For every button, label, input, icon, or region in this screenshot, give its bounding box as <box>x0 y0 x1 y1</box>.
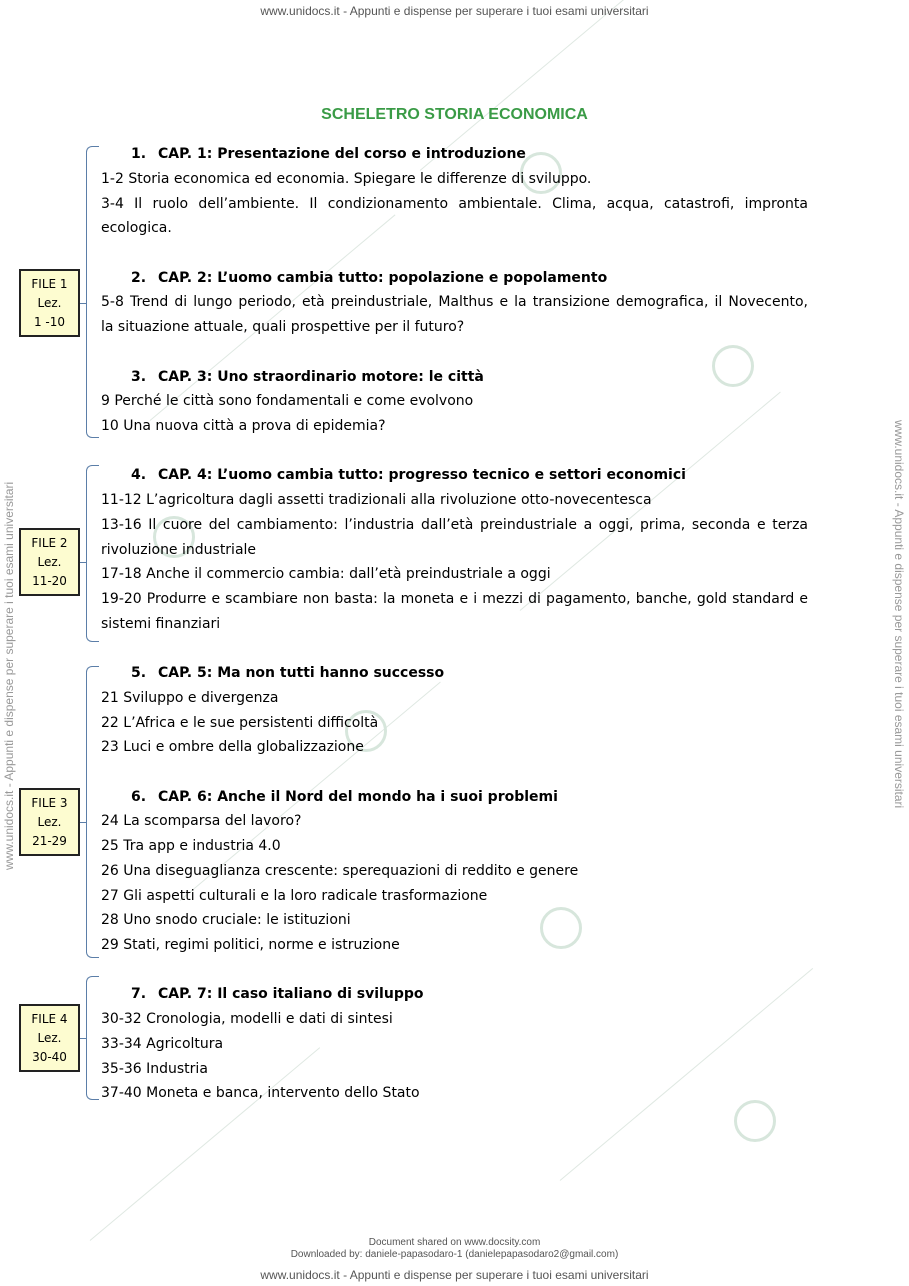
chapter-heading <box>131 985 423 1003</box>
chapter-title: CAP. 5: Ma non tutti hanno successo <box>158 665 445 681</box>
lesson-line: 11-12 L’agricoltura dagli assetti tradizionali alla rivoluzione otto-novecentesca <box>101 492 652 508</box>
chapter-number: 2. <box>131 270 147 286</box>
brace-connector <box>80 562 87 563</box>
chapter-heading <box>131 145 526 163</box>
watermark-line <box>560 968 813 1181</box>
brace-connector <box>80 303 87 304</box>
file-label: FILE 1 <box>31 277 68 291</box>
lesson-line: 5-8 Trend di lungo periodo, età preindustriale, Malthus e la transizione demografica, il Novecento, <box>101 294 808 310</box>
lesson-line: 33-34 Agricoltura <box>101 1036 224 1052</box>
chapter-number: 3. <box>131 369 147 385</box>
chapter-title: CAP. 4: L’uomo cambia tutto: progresso tecnico e settori economici <box>158 467 686 483</box>
chapter-number: 7. <box>131 986 147 1002</box>
lesson-line: ecologica. <box>101 220 172 236</box>
lesson-line: 17-18 Anche il commercio cambia: dall’età preindustriale a oggi <box>101 566 551 582</box>
file-range: 1 -10 <box>33 315 66 329</box>
lesson-line: 25 Tra app e industria 4.0 <box>101 838 281 854</box>
group-brace <box>86 146 99 438</box>
lesson-line: 28 Uno snodo cruciale: le istituzioni <box>101 912 351 928</box>
file-lez: Lez. <box>37 815 62 829</box>
chapter-title: CAP. 7: Il caso italiano di sviluppo <box>158 986 424 1002</box>
lesson-line: 3-4 Il ruolo dell’ambiente. Il condizionamento ambientale. Clima, acqua, catastrofi, impronta <box>101 196 808 212</box>
group-brace <box>86 465 99 642</box>
lesson-line: 9 Perché le città sono fondamentali e come evolvono <box>101 393 474 409</box>
watermark-footer: www.unidocs.it - Appunti e dispense per superare i tuoi esami universitari <box>260 1268 649 1282</box>
chapter-title: CAP. 3: Uno straordinario motore: le città <box>158 369 484 385</box>
unidocs-logo-icon <box>734 1100 776 1142</box>
lesson-line: la situazione attuale, quali prospettive per il futuro? <box>101 319 465 335</box>
file-range: 11-20 <box>32 574 67 588</box>
footer-downloaded: Downloaded by: daniele-papasodaro-1 (danielepapasodaro2@gmail.com) <box>290 1249 619 1260</box>
lesson-line: 30-32 Cronologia, modelli e dati di sintesi <box>101 1011 393 1027</box>
file-range: 21-29 <box>32 834 67 848</box>
chapter-number: 4. <box>131 467 147 483</box>
lesson-line: 37-40 Moneta e banca, intervento dello Stato <box>101 1085 420 1101</box>
chapter-heading <box>131 269 607 287</box>
lesson-line: 26 Una diseguaglianza crescente: sperequazioni di reddito e genere <box>101 863 579 879</box>
file-box-3 <box>19 788 80 856</box>
lesson-line: 23 Luci e ombre della globalizzazione <box>101 739 364 755</box>
file-lez: Lez. <box>37 1031 62 1045</box>
chapter-title: CAP. 6: Anche il Nord del mondo ha i suoi problemi <box>158 789 558 805</box>
brace-connector <box>80 822 87 823</box>
file-label: FILE 3 <box>31 796 68 810</box>
watermark-header: www.unidocs.it - Appunti e dispense per superare i tuoi esami universitari <box>260 4 649 18</box>
chapter-heading <box>131 368 484 386</box>
file-label: FILE 2 <box>31 536 68 550</box>
brace-connector <box>80 1038 87 1039</box>
watermark-side-left: www.unidocs.it - Appunti e dispense per superare i tuoi esami universitari <box>2 481 16 870</box>
lesson-line: 24 La scomparsa del lavoro? <box>101 813 302 829</box>
lesson-line: 19-20 Produrre e scambiare non basta: la moneta e i mezzi di pagamento, banche, gold standard e <box>101 591 808 607</box>
file-lez: Lez. <box>37 555 62 569</box>
lesson-line: 10 Una nuova città a prova di epidemia? <box>101 418 386 434</box>
chapter-heading <box>131 664 444 682</box>
lesson-line: 29 Stati, regimi politici, norme e istruzione <box>101 937 400 953</box>
chapter-number: 1. <box>131 146 147 162</box>
file-lez: Lez. <box>37 296 62 310</box>
file-range: 30-40 <box>32 1050 67 1064</box>
lesson-line: 27 Gli aspetti culturali e la loro radicale trasformazione <box>101 888 488 904</box>
unidocs-logo-icon <box>712 345 754 387</box>
lesson-line: sistemi finanziari <box>101 616 221 632</box>
group-brace <box>86 666 99 958</box>
chapter-title: CAP. 2: L’uomo cambia tutto: popolazione e popolamento <box>158 270 608 286</box>
unidocs-logo-icon <box>540 907 582 949</box>
file-box-1 <box>19 269 80 337</box>
file-box-2 <box>19 528 80 596</box>
file-label: FILE 4 <box>31 1012 68 1026</box>
page-title: SCHELETRO STORIA ECONOMICA <box>321 106 588 123</box>
chapter-number: 5. <box>131 665 147 681</box>
file-box-4 <box>19 1004 80 1072</box>
footer-shared: Document shared on www.docsity.com <box>368 1237 541 1248</box>
lesson-line: 1-2 Storia economica ed economia. Spiegare le differenze di sviluppo. <box>101 171 592 187</box>
chapter-heading <box>131 466 686 484</box>
lesson-line: 21 Sviluppo e divergenza <box>101 690 279 706</box>
chapter-number: 6. <box>131 789 147 805</box>
chapter-heading <box>131 788 558 806</box>
lesson-line: 13-16 Il cuore del cambiamento: l’industria dall’età preindustriale a oggi, prima, seconda e terza <box>101 517 808 533</box>
lesson-line: rivoluzione industriale <box>101 542 257 558</box>
lesson-line: 35-36 Industria <box>101 1061 208 1077</box>
watermark-side-right: www.unidocs.it - Appunti e dispense per superare i tuoi esami universitari <box>892 420 906 809</box>
group-brace <box>86 976 99 1100</box>
lesson-line: 22 L’Africa e le sue persistenti difficoltà <box>101 715 379 731</box>
chapter-title: CAP. 1: Presentazione del corso e introduzione <box>158 146 526 162</box>
